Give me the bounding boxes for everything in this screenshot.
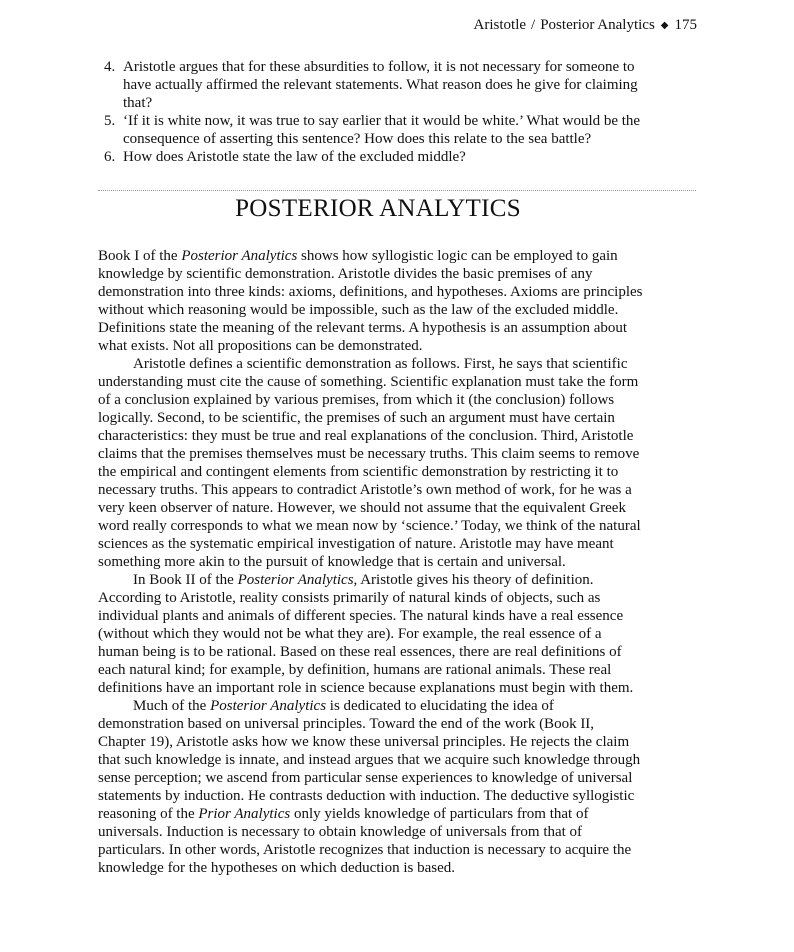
text-run: only yields knowledge of particulars from that of universals. Induction is necessary to obtain knowledge of universals from that of particulars. In other words, Aristotle recognizes that induction is necessary to acquire the knowledge for the hypotheses on which deduction is based. <box>98 806 632 876</box>
header-author: Aristotle <box>473 17 527 33</box>
text-run: Aristotle defines a scientific demonstration as follows. First, he says that scientific understanding must cite the cause of something. Scientific explanation must take the form of a conclusion explained by various premises, from which it (the conclusion) follows logically. Second, to be scientific, the premises of such an argument must have certain characteristics: they must be true and real explanations of the conclusion. Third, Aristotle claims that the premises themselves must be necessary truths. This claim seems to remove the empirical and contingent elements from scientific demonstration by restricting it to necessary truths. This appears to contradict Aristotle’s own method of work, for he was a very keen observer of nature. However, we should not assume that the equivalent Greek word really corresponds to what we mean now by ‘science.’ Today, we think of the natural sciences as the systematic empirical investigation of nature. Aristotle may have meant something more akin to the pursuit of knowledge that is certain and universal. <box>98 356 641 570</box>
italic-title: Posterior Analytics <box>210 698 327 714</box>
text-run: , Aristotle gives his theory of definition. According to Aristotle, reality consists primarily of natural kinds of objects, such as individual plants and animals of different species. The natural kinds have a real essence (without which they would not be what they are). For example, the real essence of a human being is to be rational. Based on these real essences, there are real definitions of each natural kind; for example, by definition, humans are rational animals. These real definitions have an important role in science because explanations must begin with them. <box>98 572 634 696</box>
paragraph-4 <box>98 697 643 877</box>
body-text <box>98 247 643 877</box>
question-number: 6. <box>104 149 116 165</box>
question-item <box>98 58 643 112</box>
text-run: shows how syllogistic logic can be employed to gain knowledge by scientific demonstration. Aristotle divides the basic premises of any demonstration into three kinds: axioms, definitions, and hypotheses. Axioms are principles without which reasoning would be impossible, such as the law of the excluded middle. Definitions state the meaning of the relevant terms. A hypothesis is an assumption about what exists. Not all propositions can be demonstrated. <box>98 248 643 354</box>
text-run: is dedicated to elucidating the idea of demonstration based on universal principles. Toward the end of the work (Book II, Chapter 19), Aristotle asks how we know these universal principles. He rejects the claim that such knowledge is innate, and instead argues that we acquire such knowledge through sense perception; we ascend from particular sense experiences to knowledge of universal statements by induction. He contrasts deduction with induction. The deductive syllogistic reasoning of the <box>98 698 641 822</box>
question-text: How does Aristotle state the law of the excluded middle? <box>123 149 466 165</box>
diamond-bullet-icon: ◆ <box>660 20 669 31</box>
section-title-text: POSTERIOR ANALYTICS <box>235 195 521 222</box>
header-separator: / <box>531 17 536 33</box>
italic-title: Posterior Analytics <box>237 572 354 588</box>
paragraph-1 <box>98 247 643 355</box>
question-item <box>98 148 643 166</box>
study-questions-list <box>98 58 643 166</box>
question-text: Aristotle argues that for these absurdities to follow, it is not necessary for someone to have actually affirmed the relevant statements. What reason does he give for claiming that? <box>123 59 638 111</box>
paragraph-2 <box>98 355 643 571</box>
section-title <box>0 195 794 223</box>
page-number: 175 <box>674 17 697 33</box>
question-number: 5. <box>104 113 116 129</box>
text-run: Book I of the <box>98 248 182 264</box>
question-number: 4. <box>104 59 116 75</box>
header-work-title: Posterior Analytics <box>540 17 655 33</box>
italic-title: Posterior Analytics <box>181 248 298 264</box>
italic-title: Prior Analytics <box>198 806 291 822</box>
paragraph-3 <box>98 571 643 697</box>
running-header <box>474 17 697 34</box>
question-text: ‘If it is white now, it was true to say earlier that it would be white.’ What would be the consequence of asserting this sentence? How does this relate to the sea battle? <box>123 113 641 147</box>
section-divider <box>98 190 696 191</box>
question-item <box>98 112 643 148</box>
text-run: Much of the <box>133 698 211 714</box>
text-run: In Book II of the <box>133 572 238 588</box>
